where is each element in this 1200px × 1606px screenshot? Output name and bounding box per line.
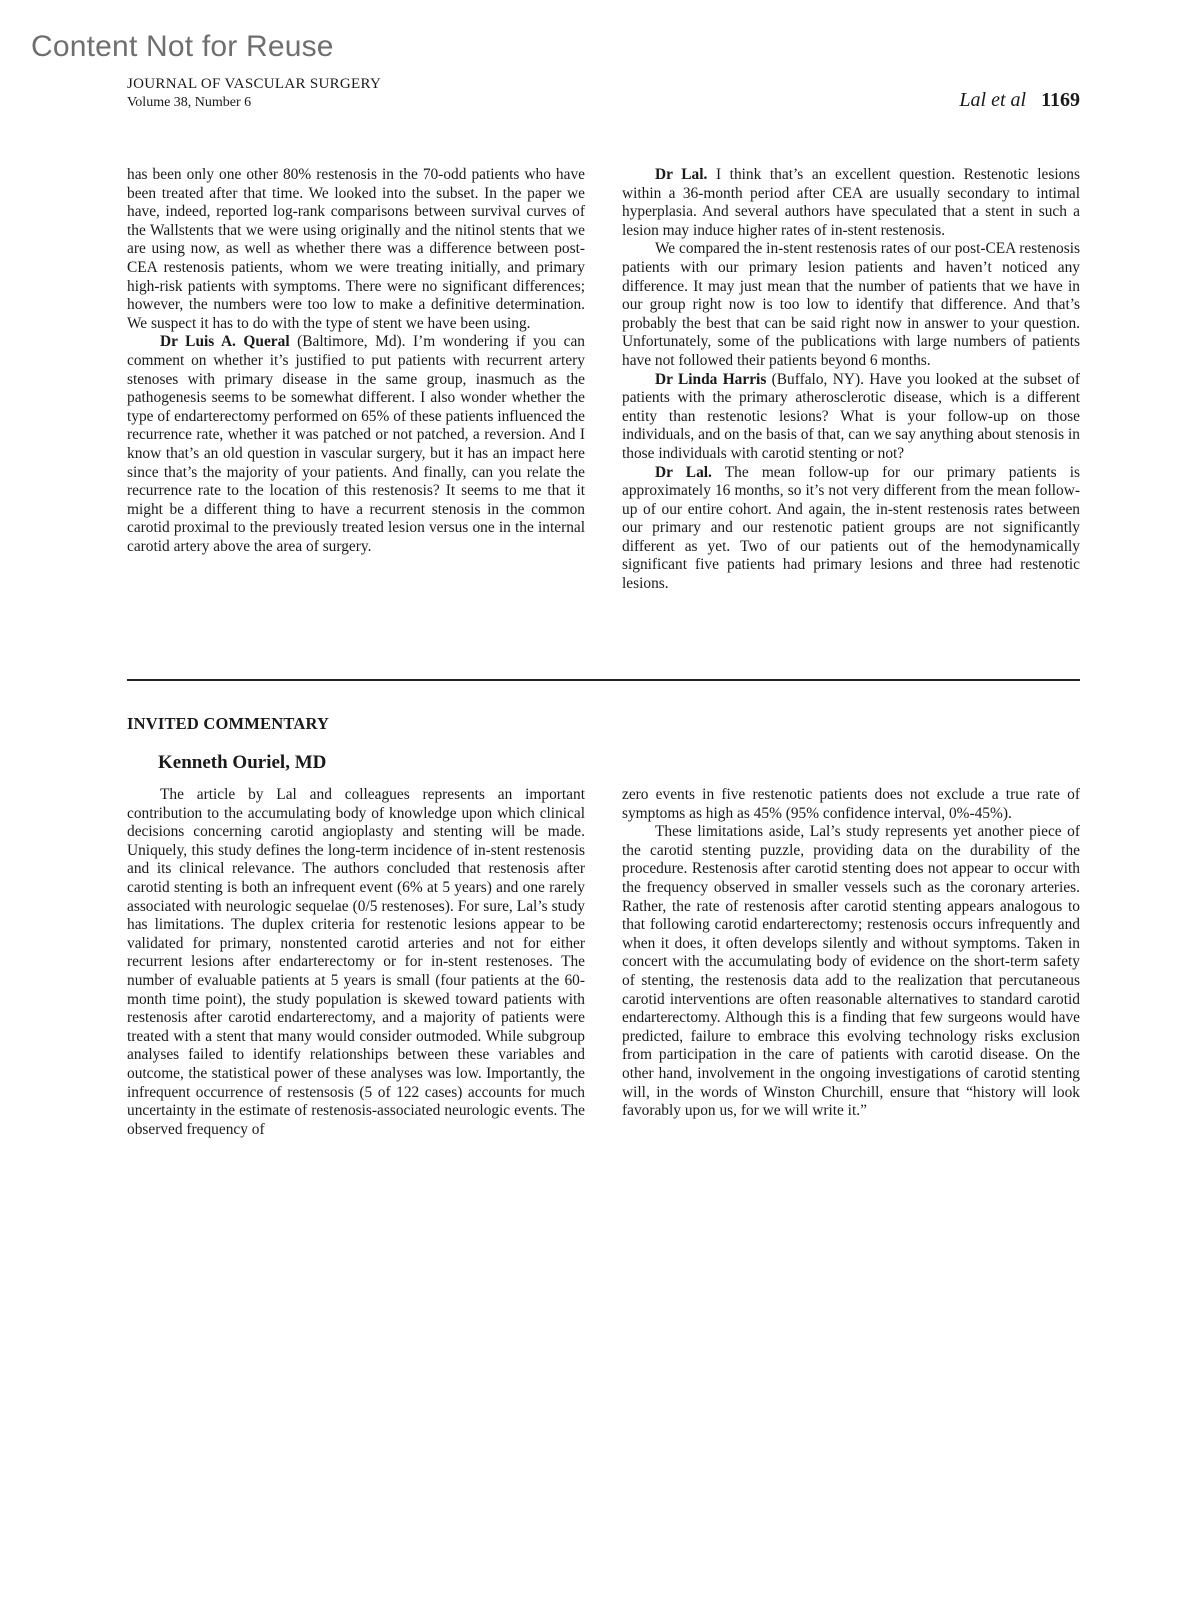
running-head-authors: Lal et al — [959, 89, 1027, 111]
commentary-paragraph: These limitations aside, Lal’s study represents yet another piece of the carotid stenting puzzle, providing data on the durability of the procedure. Restenosis after carotid stenting does not appear to occur with the frequency observed in smaller vessels such as the coronary arteries. Rather, the rate of restenosis after carotid stenting appears analogous to that following carotid endarterectomy; restenosis occurs infrequently and when it does, it often develops silently and without symptoms. Taken in concert with the accumulating body of evidence on the short-term safety of stenting, the restenosis data add to the realization that percutaneous carotid interventions are often reasonable alternatives to standard carotid endarterectomy. Although this is a finding that few surgeons would have predicted, failure to embrace this evolving technology risks exclusion from participation in the care of patients with carotid disease. On the other hand, involvement in the ongoing investigations of carotid stenting will, in the words of Winston Churchill, ensure that “history will look favorably upon us, for we will write it.” — [622, 823, 1080, 1120]
speaker-name: Dr Lal. — [655, 166, 708, 183]
commentary-paragraph: zero events in five restenotic patients does not exclude a true rate of symptoms as high as 45% (95% confidence interval, 0%-45%). — [622, 786, 1080, 822]
journal-name: JOURNAL OF VASCULAR SURGERY — [127, 76, 382, 92]
commentary-author: Kenneth Ouriel, MD — [158, 752, 327, 773]
commentary-right-column — [622, 786, 1080, 1121]
running-head — [959, 89, 1080, 112]
journal-volume: Volume 38, Number 6 — [127, 95, 252, 110]
speaker-name: Dr Luis A. Queral — [160, 333, 290, 351]
paragraph-text: We compared the in-stent restenosis rates of our post-CEA restenosis patients with our primary lesion patients and haven’t noticed any difference. It may just mean that the number of patients that we have in our group right now is too low to identify that difference. And that’s probably the best that can be said right now in answer to your question. Unfortunately, some of the publications with large numbers of patients have not followed their patients beyond 6 months. — [622, 240, 1080, 369]
paragraph-text: (Baltimore, Md). I’m wondering if you can comment on whether it’s justified to put patients with recurrent artery stenoses with primary disease in the same group, inasmuch as the pathogenesis seems to be somewhat different. I also wonder whether the type of endarterectomy performed on 65% of these patients influenced the recurrence rate, whether it was patched or not patched, a reversion. And I know that’s an old question in vascular surgery, but it has an impact here since that’s the majority of your patients. And finally, can you relate the recurrence rate to the location of this restenosis? It seems to me that it might be a different thing to have a recurrent stenosis in the common carotid proximal to the previously treated lesion versus one in the internal carotid artery above the area of surgery. — [127, 333, 585, 555]
paragraph-text: The mean follow-up for our primary patients is approximately 16 months, so it’s not very different from the mean follow-up of our entire cohort. And again, the in-stent restenosis rates between our primary and our restenotic patient groups are not significantly different as yet. Two of our patients out of the hemodynamically significant five patients had primary lesions and three had restenotic lesions. — [622, 463, 1080, 593]
paragraph-text: has been only one other 80% restenosis in the 70-odd patients who have been treated after that time. We looked into the subset. In the paper we have, indeed, reported log-rank comparisons between survival curves of the Wallstents that we were using originally and the nitinol stents that we are using now, as well as whether there was a difference between post-CEA restenosis patients, whom we were treating initially, and primary high-risk patients with symptoms. There were no significant differences; however, the numbers were too low to make a definitive determination. We suspect it has to do with the type of stent we have been using. — [127, 166, 585, 332]
discussion-paragraph — [622, 166, 1080, 240]
speaker-name: Dr Lal. — [655, 463, 712, 481]
section-title: INVITED COMMENTARY — [127, 714, 330, 733]
section-divider — [127, 679, 1080, 681]
page-number: 1169 — [1041, 89, 1080, 111]
commentary-left-column — [127, 786, 585, 1139]
discussion-left-column — [127, 166, 585, 556]
discussion-right-column — [622, 166, 1080, 594]
watermark-text: Content Not for Reuse — [31, 30, 334, 63]
discussion-paragraph — [622, 464, 1080, 594]
discussion-paragraph — [127, 166, 585, 333]
discussion-paragraph — [127, 333, 585, 556]
paragraph-text: I think that’s an excellent question. Restenotic lesions within a 36-month period after CEA are usually secondary to intimal hyperplasia. And several authors have speculated that a stent in such a lesion may induce higher rates of in-stent restenosis. — [622, 166, 1080, 239]
speaker-name: Dr Linda Harris — [655, 370, 767, 388]
commentary-paragraph: The article by Lal and colleagues represents an important contribution to the accumulating body of knowledge upon which clinical decisions concerning carotid angioplasty and stenting will be made. Uniquely, this study defines the long-term incidence of in-stent restenosis and its clinical relevance. The authors concluded that restenosis after carotid stenting is both an infrequent event (6% at 5 years) and one rarely associated with neurologic sequelae (0/5 restenoses). For sure, Lal’s study has limitations. The duplex criteria for restenotic lesions appear to be validated for primary, nonstented carotid arteries and not for either recurrent lesions after endarterectomy or for in-stent restenoses. The number of evaluable patients at 5 years is small (four patients at the 60-month time point), the study population is skewed toward patients with restenosis after carotid endarterectomy, and a majority of patients were treated with a stent that many would consider outmoded. While subgroup analyses failed to identify relationships between these variables and outcome, the statistical power of these analyses was low. Importantly, the infrequent occurrence of restensosis (5 of 122 cases) accounts for much uncertainty in the estimate of restenosis-associated neurologic events. The observed frequency of — [127, 786, 585, 1138]
discussion-paragraph — [622, 371, 1080, 464]
paragraph-text: (Buffalo, NY). Have you looked at the subset of patients with the primary atherosclerotic disease, which is a different entity than restenotic lesions? What is your follow-up on those individuals, and on the basis of that, can we say anything about stenosis in those individuals with carotid stenting or not? — [622, 370, 1080, 462]
discussion-paragraph — [622, 240, 1080, 370]
